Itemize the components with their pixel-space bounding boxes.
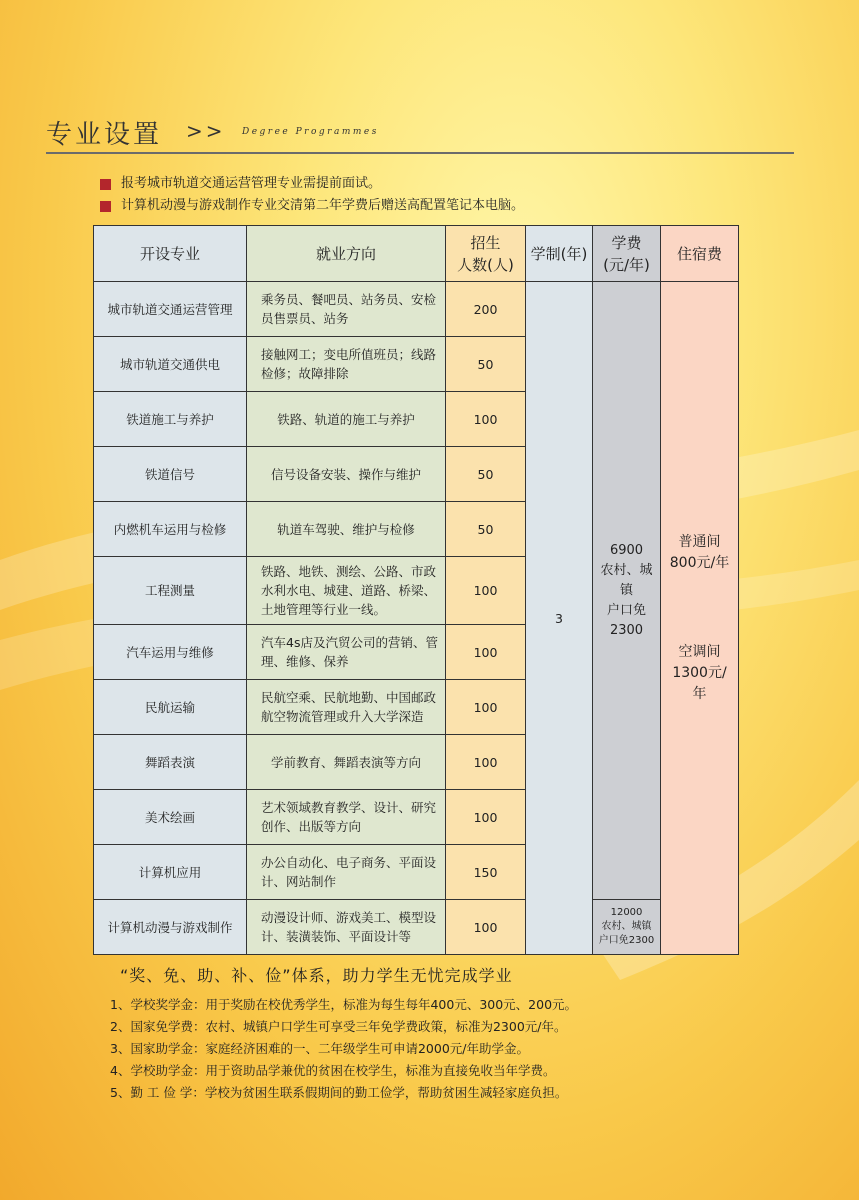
fee-main-line2: 农村、城镇 xyxy=(600,562,653,598)
cell-direction: 铁路、地铁、测绘、公路、市政水利水电、城建、道路、桥梁、土地管理等行业一线。 xyxy=(247,557,446,625)
page-title: 专业设置 xyxy=(46,120,163,150)
fee-main-line4: 2300 xyxy=(609,622,644,638)
table-row xyxy=(94,900,739,955)
lodging-normal-line2: 800元/年 xyxy=(669,554,730,571)
header-enroll-line2: 人数(人) xyxy=(457,255,514,274)
aid-item: 1、学校奖学金：用于奖励在校优秀学生，标准为每生每年400元、300元、200元。 xyxy=(110,997,578,1012)
aid-section xyxy=(110,963,830,1104)
cell-major: 城市轨道交通供电 xyxy=(94,337,247,392)
cell-count: 50 xyxy=(446,502,526,557)
cell-fee-last xyxy=(593,900,661,955)
cell-direction: 信号设备安装、操作与维护 xyxy=(247,447,446,502)
aid-item: 4、学校助学金：用于资助品学兼优的贫困在校学生，标准为直接免收当年学费。 xyxy=(110,1063,556,1078)
cell-count: 100 xyxy=(446,557,526,625)
header-enroll-line1: 招生 xyxy=(470,233,501,252)
cell-major: 汽车运用与维修 xyxy=(94,625,247,680)
note-item xyxy=(100,173,800,195)
programme-table xyxy=(93,225,739,955)
lodging-ac-line1: 空调间 xyxy=(678,643,721,660)
cell-major: 城市轨道交通运营管理 xyxy=(94,282,247,337)
cell-direction: 艺术领域教育教学、设计、研究创作、出版等方向 xyxy=(247,790,446,845)
cell-count: 100 xyxy=(446,900,526,955)
cell-major: 铁道施工与养护 xyxy=(94,392,247,447)
header-years: 学制(年) xyxy=(526,226,593,282)
cell-major: 舞蹈表演 xyxy=(94,735,247,790)
lodging-ac-line2: 1300元/ xyxy=(672,664,727,681)
note-text: 报考城市轨道交通运营管理专业需提前面试。 xyxy=(121,176,382,191)
aid-item: 5、勤 工 俭 学：学校为贫困生联系假期间的勤工俭学，帮助贫困生减轻家庭负担。 xyxy=(110,1085,568,1100)
header-direction: 就业方向 xyxy=(247,226,446,282)
page-subtitle: Degree Programmes xyxy=(242,127,379,137)
aid-item: 3、国家助学金：家庭经济困难的一、二年级学生可申请2000元/年助学金。 xyxy=(110,1041,529,1056)
fee-main-line3: 户口免 xyxy=(606,602,646,618)
note-item xyxy=(100,195,800,217)
cell-direction: 动漫设计师、游戏美工、模型设计、装潢装饰、平面设计等 xyxy=(247,900,446,955)
header-fee-line2: (元/年) xyxy=(603,255,650,274)
cell-major: 计算机应用 xyxy=(94,845,247,900)
cell-count: 100 xyxy=(446,790,526,845)
cell-major: 内燃机车运用与检修 xyxy=(94,502,247,557)
header-lodging: 住宿费 xyxy=(661,226,739,282)
fee-last-line2: 农村、城镇 xyxy=(601,921,652,932)
table-header-row xyxy=(94,226,739,282)
notes-list xyxy=(100,173,800,217)
cell-count: 50 xyxy=(446,337,526,392)
table-row xyxy=(94,282,739,337)
cell-count: 50 xyxy=(446,447,526,502)
cell-direction: 民航空乘、民航地勤、中国邮政航空物流管理或升入大学深造 xyxy=(247,680,446,735)
cell-count: 100 xyxy=(446,625,526,680)
header-enroll xyxy=(446,226,526,282)
cell-years: 3 xyxy=(526,282,593,955)
fee-main-line1: 6900 xyxy=(609,542,644,558)
cell-count: 100 xyxy=(446,680,526,735)
note-text: 计算机动漫与游戏制作专业交清第二年学费后赠送高配置笔记本电脑。 xyxy=(121,198,525,213)
header-arrows: >> xyxy=(186,119,226,143)
header-fee xyxy=(593,226,661,282)
aid-item: 2、国家免学费：农村、城镇户口学生可享受三年免学费政策，标准为2300元/年。 xyxy=(110,1019,567,1034)
aid-title: “奖、免、助、补、俭”体系，助力学生无忧完成学业 xyxy=(120,966,513,985)
cell-direction: 办公自动化、电子商务、平面设计、网站制作 xyxy=(247,845,446,900)
section-header xyxy=(46,112,794,154)
cell-major: 铁道信号 xyxy=(94,447,247,502)
cell-direction: 接触网工；变电所值班员；线路检修；故障排除 xyxy=(247,337,446,392)
header-fee-line1: 学费 xyxy=(611,233,642,252)
cell-major: 民航运输 xyxy=(94,680,247,735)
cell-direction: 学前教育、舞蹈表演等方向 xyxy=(247,735,446,790)
cell-major: 计算机动漫与游戏制作 xyxy=(94,900,247,955)
cell-direction: 乘务员、餐吧员、站务员、安检员售票员、站务 xyxy=(247,282,446,337)
cell-lodging xyxy=(661,282,739,955)
cell-major: 美术绘画 xyxy=(94,790,247,845)
lodging-spacer xyxy=(665,574,734,642)
cell-direction: 铁路、轨道的施工与养护 xyxy=(247,392,446,447)
lodging-normal-line1: 普通间 xyxy=(678,533,721,550)
lodging-ac-line3: 年 xyxy=(692,685,707,702)
bullet-square-icon xyxy=(100,201,111,212)
cell-fee-main xyxy=(593,282,661,900)
fee-last-line1: 12000 xyxy=(610,907,643,918)
header-major: 开设专业 xyxy=(94,226,247,282)
cell-count: 100 xyxy=(446,735,526,790)
bullet-square-icon xyxy=(100,179,111,190)
cell-direction: 轨道车驾驶、维护与检修 xyxy=(247,502,446,557)
fee-last-line3: 户口免2300 xyxy=(598,935,655,946)
cell-major: 工程测量 xyxy=(94,557,247,625)
cell-count: 200 xyxy=(446,282,526,337)
cell-count: 150 xyxy=(446,845,526,900)
cell-count: 100 xyxy=(446,392,526,447)
cell-direction: 汽车4s店及汽贸公司的营销、管理、维修、保养 xyxy=(247,625,446,680)
